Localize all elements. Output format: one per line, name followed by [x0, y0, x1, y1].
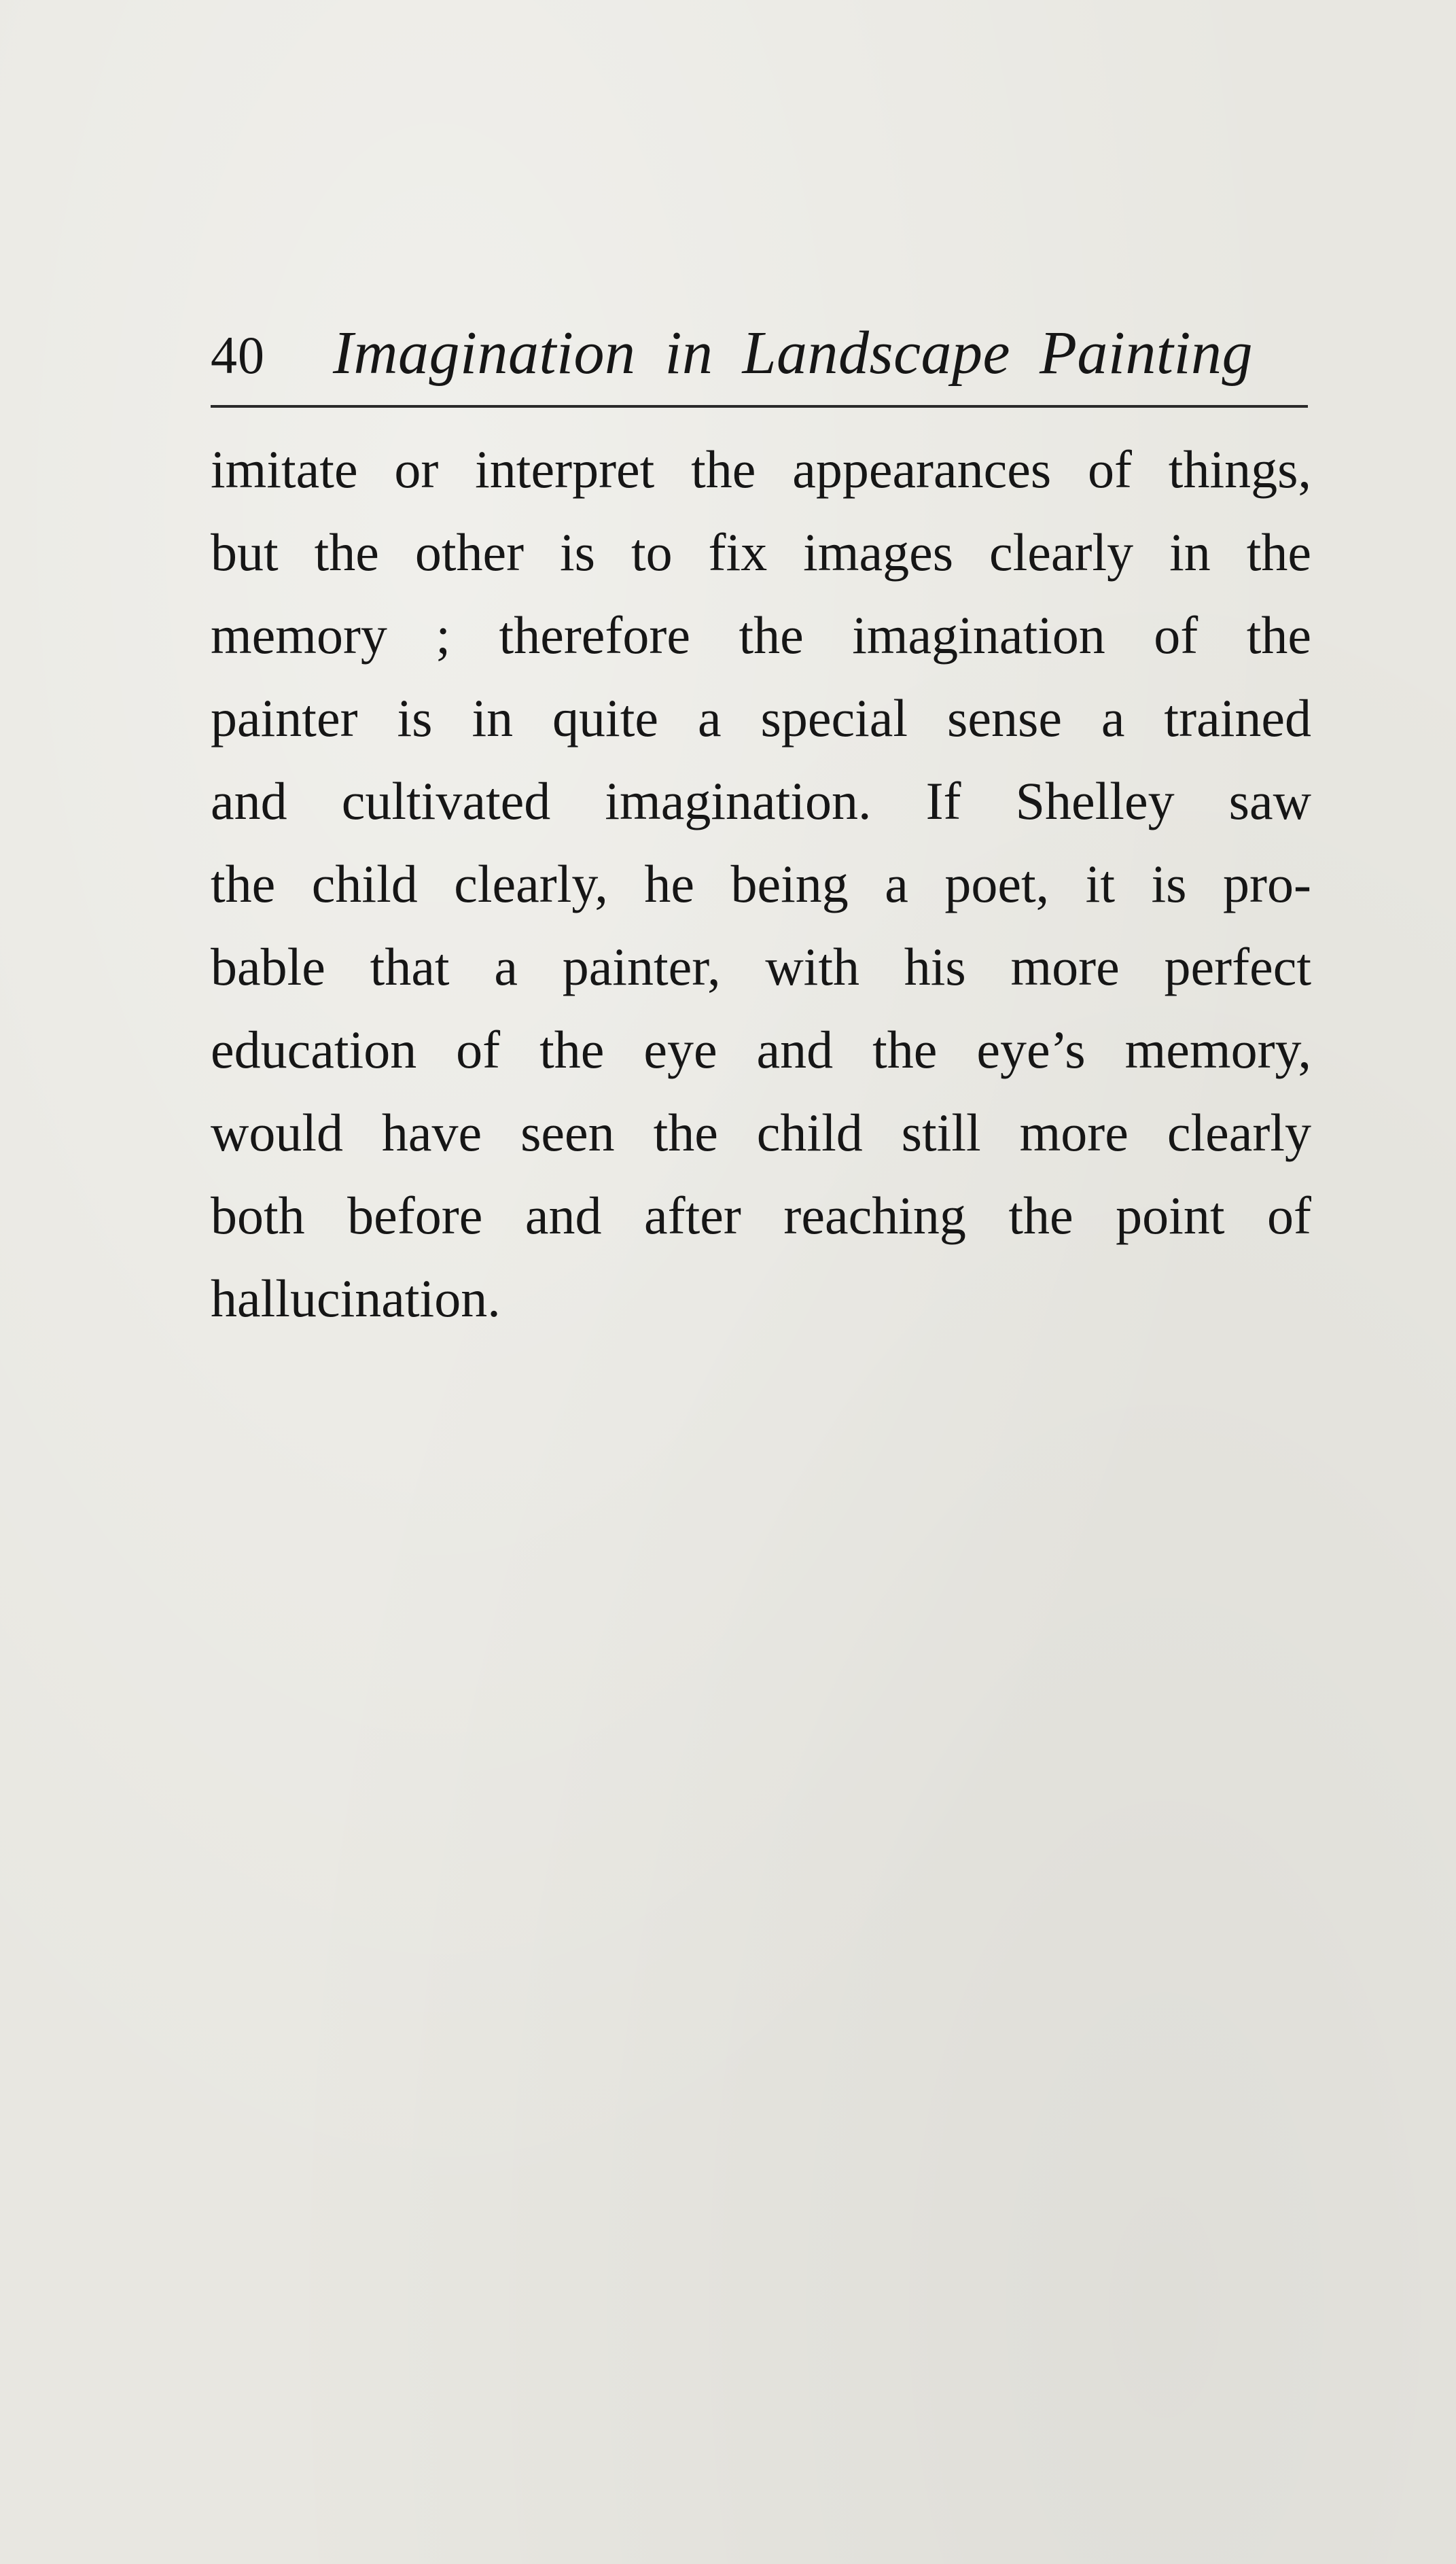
text-line: but the other is to fix images clearly in the — [211, 523, 1311, 582]
text-line: the child clearly, he being a poet, it is pro- — [211, 854, 1311, 913]
text-line: painter is in quite a special sense a trained — [211, 688, 1311, 748]
header-rule — [211, 405, 1308, 408]
page-number: 40 — [211, 326, 265, 385]
text-line: bable that a painter, with his more perfect — [211, 937, 1311, 996]
running-head — [211, 313, 1308, 394]
text-line: memory ; therefore the imagination of the — [211, 605, 1311, 665]
text-line: imitate or interpret the appearances of things, — [211, 440, 1311, 499]
body-paragraph — [211, 428, 1311, 1340]
text-line: both before and after reaching the point of — [211, 1186, 1311, 1245]
text-line: hallucination. — [211, 1269, 501, 1328]
book-title: Imagination in Landscape Painting — [333, 319, 1253, 387]
text-line: education of the eye and the eye’s memory, — [211, 1020, 1311, 1079]
text-line: and cultivated imagination. If Shelley saw — [211, 771, 1311, 830]
text-line: would have seen the child still more clearly — [211, 1103, 1311, 1162]
